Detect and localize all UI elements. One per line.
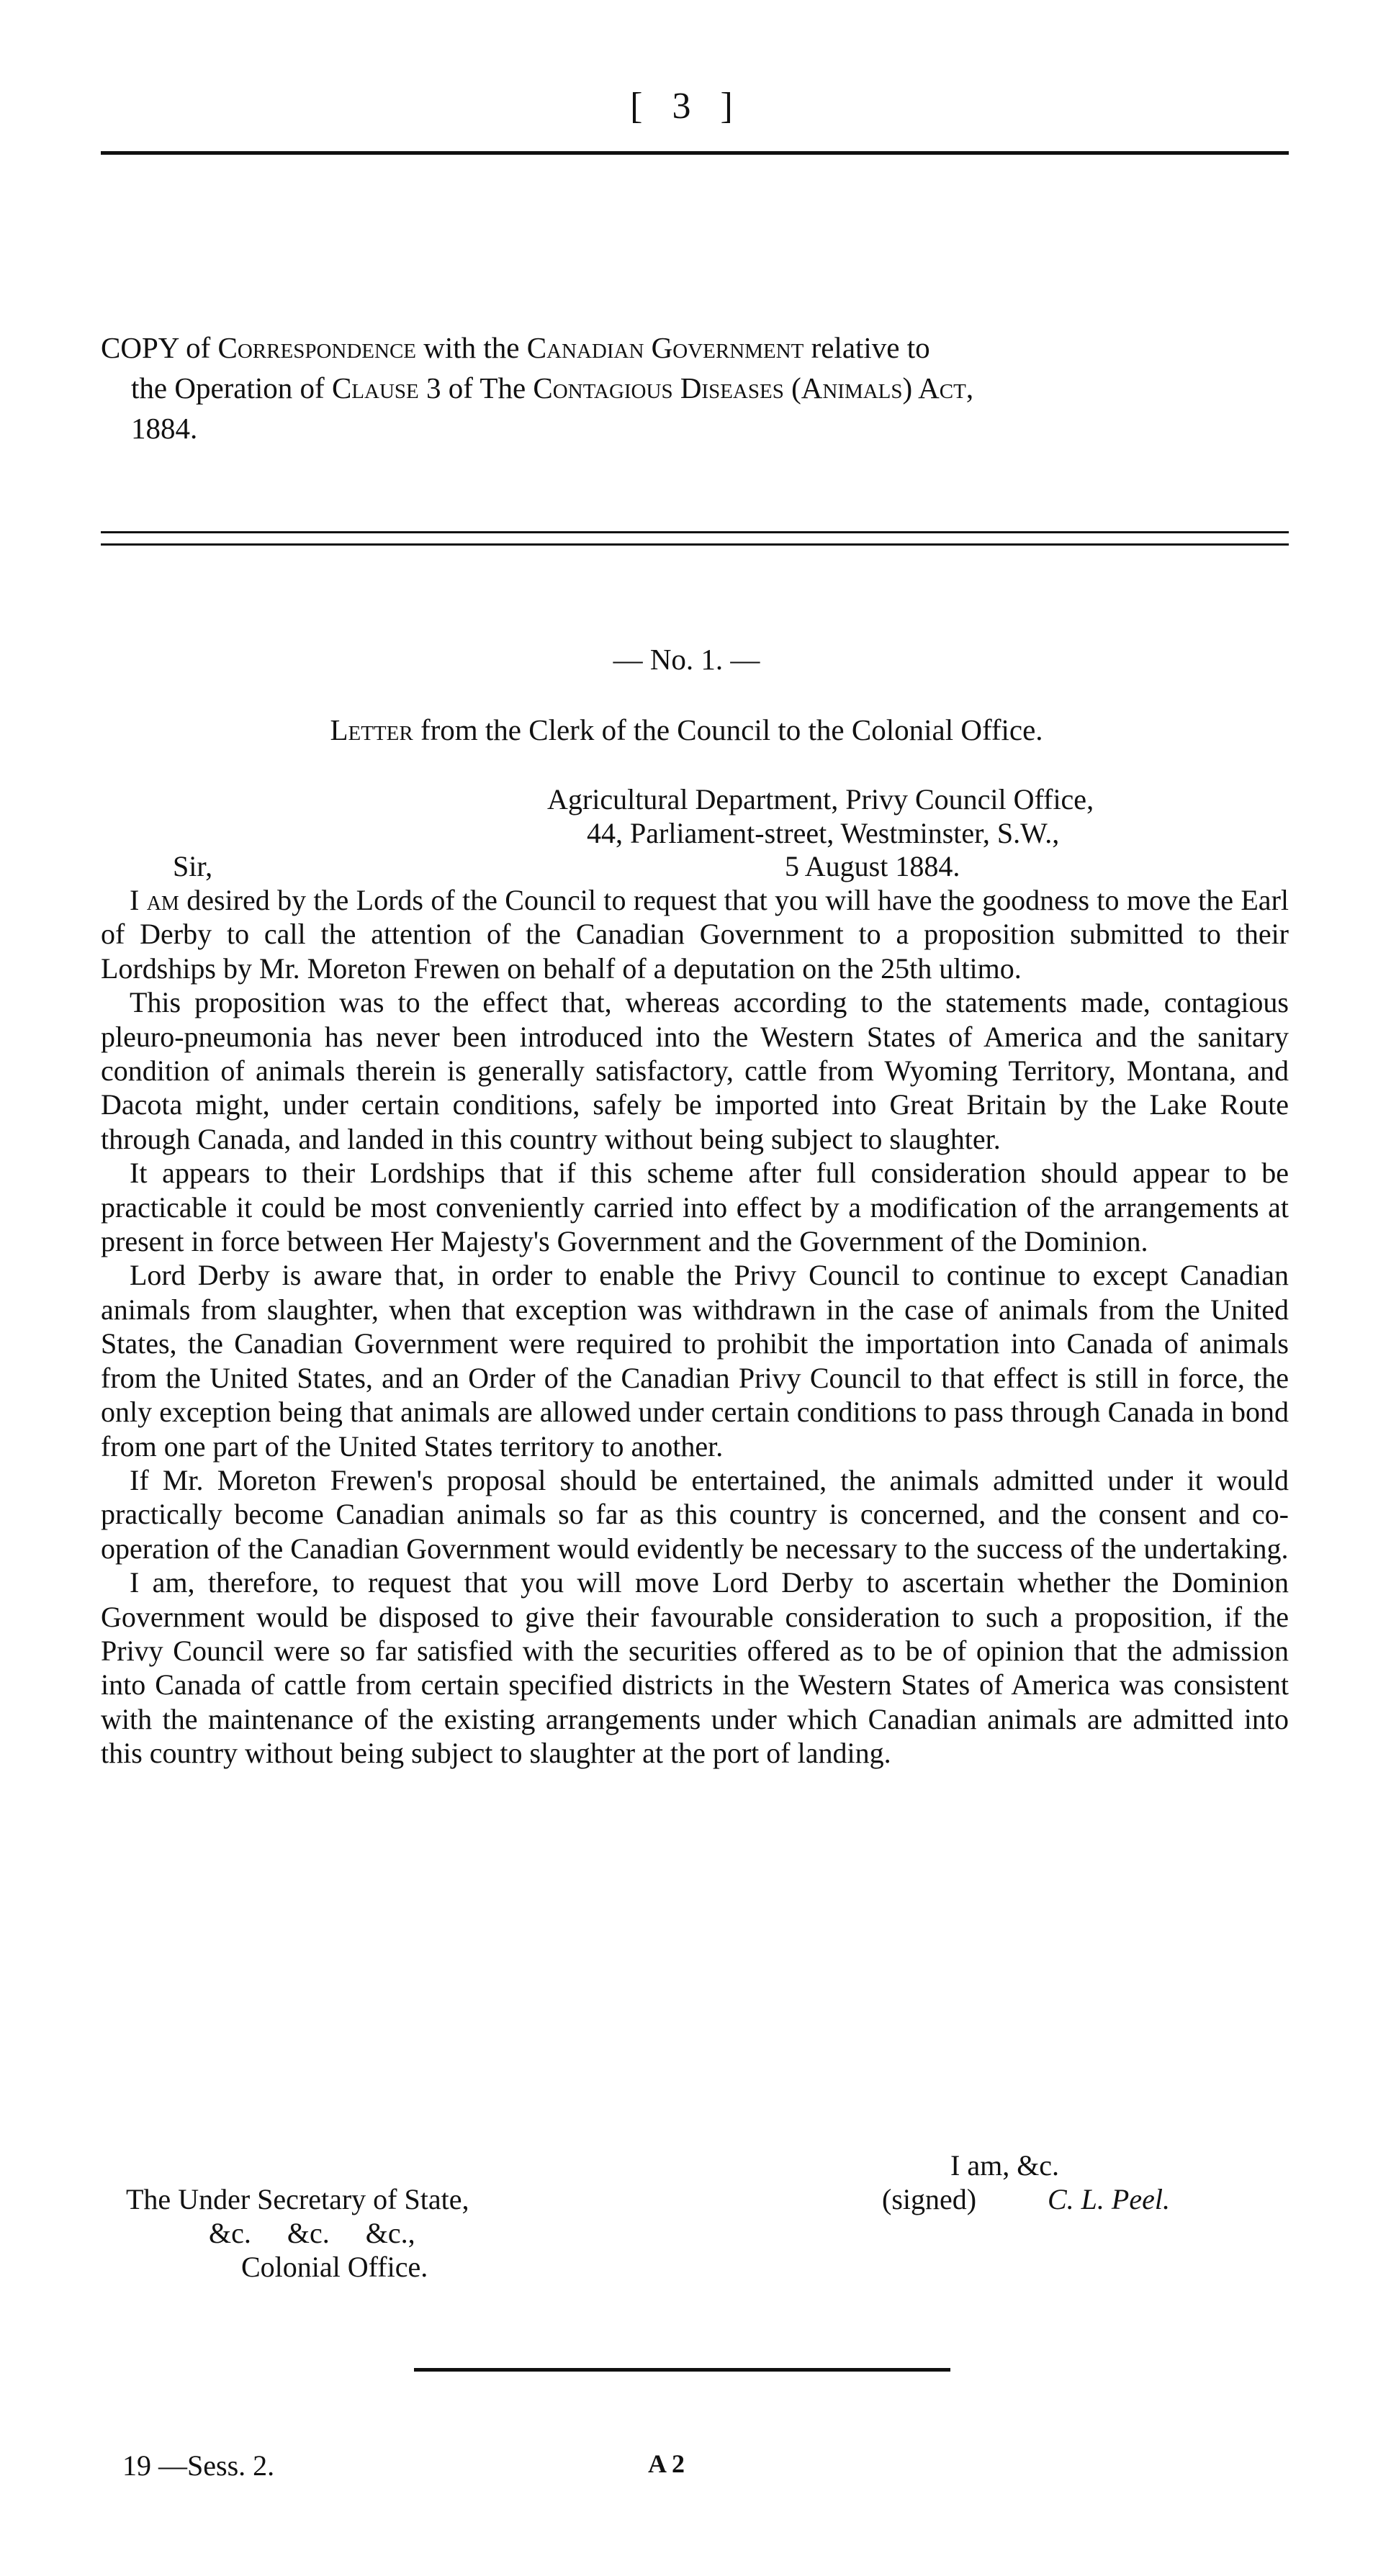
session-marker: 19 —Sess. 2.	[122, 2449, 275, 2482]
title-word-act: Contagious Diseases (Animals) Act,	[533, 371, 974, 405]
title-word-canadian-government: Canadian Government	[526, 331, 804, 364]
header-rule	[101, 151, 1289, 155]
title-word-relative-to: relative to	[811, 331, 930, 364]
closing: I am, &c.	[950, 2149, 1060, 2182]
recipient-line-2: &c. &c. &c.,	[209, 2217, 415, 2249]
signature: C. L. Peel.	[1048, 2183, 1170, 2215]
paragraph-4: Lord Derby is aware that, in order to enable the Privy Council to continue to except Canadian animals from slaughter, when that exception was withdrawn in the case of animals from the United States, the Canadian Government were required to prohibit the importation into Canada of animals from the United States, and an Order of the Canadian Privy Council to that effect is still in force, the only exception being that animals are allowed under certain conditions to pass through Canada in bond from one part of the United States territory to another.	[101, 1259, 1289, 1463]
letter-heading-rest: from the Clerk of the Council to the Colonial Office.	[420, 713, 1043, 746]
paragraph-6: I am, therefore, to request that you will move Lord Derby to ascertain whether the Dominion Government would be disposed to give their favourable consideration to such a proposition, if the Privy Council were so far satisfied with the securities offered as to be of opinion that the admission into Canada of cattle from certain specified districts in the Western States of America was consistent with the maintenance of the existing arrangements under which Canadian animals are admitted into this country without being subject to slaughter at the port of landing.	[101, 1566, 1289, 1770]
title-double-rule	[101, 531, 1289, 546]
document-number: — No. 1. —	[613, 643, 760, 676]
title-word-copy: COPY	[101, 331, 179, 364]
recipient-address	[126, 2182, 469, 2284]
letter-heading	[0, 713, 1373, 747]
paragraph-1-lead: I am	[130, 884, 179, 916]
signature-mark: A 2	[648, 2449, 685, 2478]
page-number: [ 3 ]	[630, 86, 743, 127]
salutation: Sir,	[173, 850, 213, 882]
letter-body	[101, 883, 1289, 1771]
title-line-2	[101, 368, 1289, 408]
title-line-1	[101, 327, 1289, 368]
paragraph-3: It appears to their Lordships that if this scheme after full consideration should appear to be practicable it could be most conveniently carried into effect by a modification of the arrangements at present in force between Her Majesty's Government and the Government of the Dominion.	[101, 1157, 1289, 1258]
title-word-operation: the Operation of	[131, 371, 325, 405]
paragraph-1	[101, 883, 1289, 985]
letter-date: 5 August 1884.	[785, 850, 960, 882]
letter-heading-lead: Letter	[330, 713, 413, 746]
paragraph-2: This proposition was to the effect that, whereas according to the statements made, contagious pleuro-pneumonia has never been introduced into the Western States of America and the sanitary condition of animals therein is generally satisfactory, cattle from Wyoming Territory, Montana, and Dacota might, under certain conditions, safely be imported into Great Britain by the Lake Route through Canada, and landed in this country without being subject to slaughter.	[101, 986, 1289, 1155]
recipient-line-1: The Under Secretary of State,	[126, 2183, 469, 2215]
title-word-of: of	[186, 331, 211, 364]
recipient-line-3: Colonial Office.	[241, 2251, 428, 2283]
address-line-1: Agricultural Department, Privy Council Office,	[547, 783, 1094, 815]
paragraph-5: If Mr. Moreton Frewen's proposal should be entertained, the animals admitted under it would practically become Canadian animals so far as this country is concerned, and the consent and co-operation of the Canadian Government would evidently be necessary to the success of the undertaking.	[101, 1463, 1289, 1565]
title-word-clause: Clause	[331, 371, 419, 405]
document-title	[101, 327, 1289, 448]
signed-label: (signed)	[882, 2183, 977, 2215]
sender-address	[547, 782, 1094, 850]
address-line-2: 44, Parliament-street, Westminster, S.W.,	[587, 817, 1060, 849]
title-line-3: 1884.	[131, 412, 198, 445]
paragraph-1-text: desired by the Lords of the Council to request that you will have the goodness to move the Earl of Derby to call the attention of the Canadian Government to a proposition submitted to their Lordships by Mr. Moreton Frewen on behalf of a deputation on the 25th ultimo.	[101, 884, 1289, 985]
title-word-correspondence: Correspondence	[217, 331, 417, 364]
title-word-with-the: with the	[423, 331, 520, 364]
title-word-three: 3 of The	[426, 371, 526, 405]
footer-rule	[414, 2368, 950, 2372]
